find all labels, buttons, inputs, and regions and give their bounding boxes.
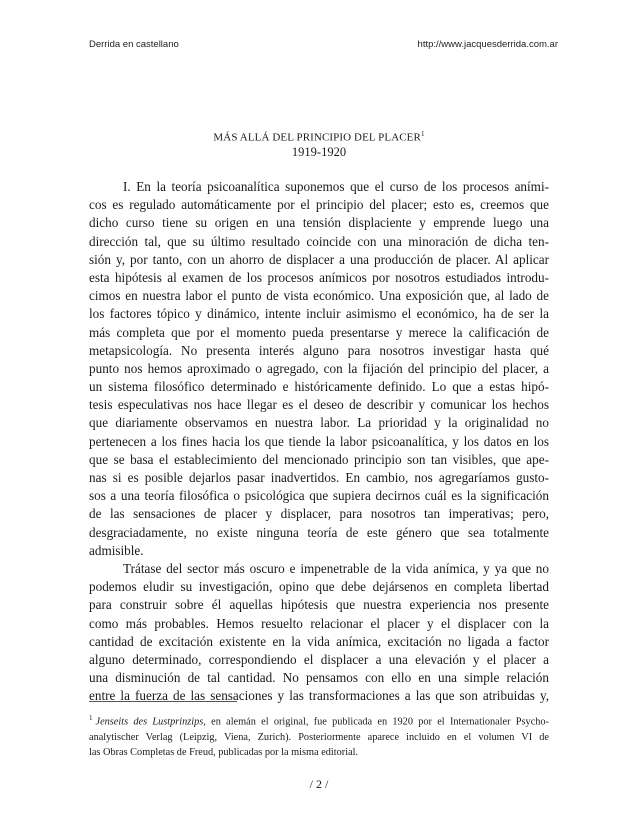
body-line: pertenecen a los fines hacia los que tiende la labor psicoanalítica, y los datos en los — [89, 433, 549, 449]
body-line: cos es regulado automáticamente por el principio del placer; esto es, creemos que — [89, 197, 549, 213]
body-line: que diariamente observamos en nuestra labor. La prioridad y la originalidad no — [89, 415, 549, 431]
body-line: esta hipótesis al examen de los procesos anímicos por nosotros estudiados introdu- — [89, 269, 549, 285]
body-line: cantidad de excitación existente en la vida anímica, excitación no ligada a factor — [89, 633, 549, 649]
footnote — [89, 711, 549, 760]
body-line: para construir sobre él aquellas hipótesis que nuestra experiencia nos presente — [89, 597, 549, 613]
footnote-mark: 1 — [89, 714, 93, 722]
body-line: I. En la teoría psicoanalítica suponemos que el curso de los procesos aními- — [123, 179, 549, 194]
body-line: entre la fuerza de las sensaciones y las transformaciones a las que son atribuidas y, — [89, 688, 549, 704]
body-line: que se basa el establecimiento del mencionado principio son tan visibles, que ape- — [89, 451, 549, 467]
body-line: más completa que por el momento pueda presentarse y merece la calificación de — [89, 324, 549, 340]
body-line: Trátase del sector más oscuro e impenetrable de la vida anímica, y ya que no — [123, 560, 549, 576]
footnote-line-3: las Obras Completas de Freud, publicadas por la misma editorial. — [89, 747, 359, 759]
body-line: como más probables. Hemos resuelto relacionar el placer y el displacer con la — [89, 615, 549, 631]
body-line: punto nos hemos aproximado o agregado, con la fijación del principio del placer, a — [89, 360, 549, 376]
body-line: metapsicología. No presenta interés alguno para nosotros investigar hasta qué — [89, 342, 549, 358]
body-line: dicho curso tiene su origen en una tensión displaciente y emprende luego una — [89, 215, 549, 231]
body-line: admisible. — [89, 542, 144, 558]
body-line: alguno determinado, correspondiendo el displacer a una elevación y el placer a — [89, 651, 549, 667]
body-text — [89, 178, 549, 705]
body-line: sos a una teoría filosófica o psicológica que supiera decirnos cuál es la significación — [89, 488, 549, 504]
body-line: una disminución de tal cantidad. No pensamos con ello en una simple relación — [89, 670, 549, 686]
footnote-reference[interactable]: 1 — [420, 130, 425, 138]
chapter-title — [0, 130, 638, 144]
footnote-line-2: analytischer Verlag (Leipzig, Viena, Zurich). Posteriormente aparece incluido en el volumen VI de — [89, 731, 549, 743]
chapter-years: 1919-1920 — [291, 145, 347, 159]
header-site-name: Derrida en castellano — [89, 39, 179, 50]
body-line: de las sensaciones de placer y displacer, para nosotros tan imperativas; pero, — [89, 506, 549, 522]
body-line: un sistema filosófico determinado e históricamente definido. Lo que a estas hipó- — [89, 379, 549, 395]
body-line: desgraciadamente, no existe ninguna teoría de este género que sea totalmente — [89, 524, 549, 540]
body-line: tesis especulativas nos hace llegar es el deseo de describir y comunicar los hechos — [89, 397, 549, 413]
body-line: los factores tópico y dinámico, intente incluir asimismo el económico, ha de ser la — [89, 306, 549, 322]
footnote-line-1: en alemán el original, fue publicada en 1920 por el Internationaler Psycho- — [205, 716, 549, 728]
page-number: / 2 / — [309, 777, 329, 791]
body-line: dirección tal, que su último resultado coincide con una minoración de dicha ten- — [89, 233, 549, 249]
header-url-link[interactable]: http://www.jacquesderrida.com.ar — [417, 39, 558, 50]
footnote-separator — [89, 701, 237, 702]
body-line: sión y, por tanto, con un ahorro de displacer a una producción de placer. Al aplicar — [89, 251, 549, 267]
body-line: podemos eludir su investigación, opino que debe dejársenos en completa libertad — [89, 579, 549, 595]
chapter-title-text: MÁS ALLÁ DEL PRINCIPIO DEL PLACER — [213, 131, 421, 144]
body-line: cimos en nuestra labor el punto de vista económico. Una exposición que, al lado de — [89, 288, 549, 304]
body-line: nas si es posible dejarlos pasar inadvertidos. En cambio, nos agregaríamos gusto- — [89, 470, 549, 485]
footnote-title: Jenseits des Lustprinzips, — [95, 716, 206, 728]
